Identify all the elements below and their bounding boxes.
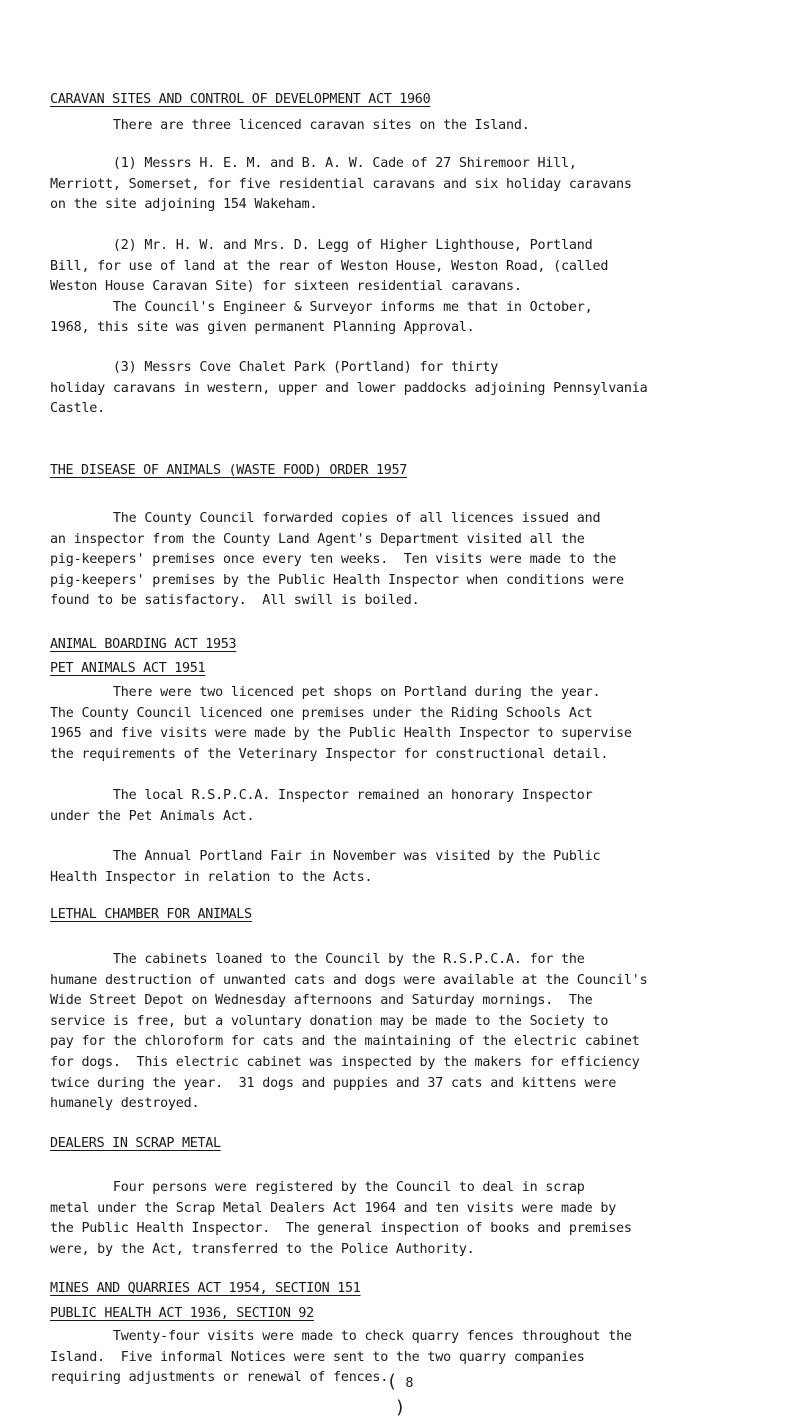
scrap-metal-paragraph: Four persons were registered by the Council to deal in scrap metal under the Scrap Metal Dealers Act 1964 and ten visits were made by the Public Health Inspector. The general inspection of books and premises were, by the Act, transferred to the Police Authority. [50, 1180, 632, 1257]
disease-paragraph: The County Council forwarded copies of all licences issued and an inspector from the County Land Agent's Department visited all the pig-keepers' premises once every ten weeks. Ten visits were made to the pig-keepers' premises by the Public Health Inspector when conditions were found to be satisfactory. All swill is boiled. [50, 511, 624, 609]
caravan-site-2: (2) Mr. H. W. and Mrs. D. Legg of Higher Lighthouse, Portland Bill, for use of land at the rear of Weston House, Weston Road, (called Weston House Caravan Site) for sixteen residential caravans. The Council's Engineer & Surveyor informs me that in October, 1968, this site was given permanent Planning Approval. [50, 238, 609, 336]
heading-scrap-metal: DEALERS IN SCRAP METAL [50, 1136, 221, 1151]
caravan-site-3: (3) Messrs Cove Chalet Park (Portland) for thirty holiday caravans in western, upper and lower paddocks adjoining Pennsylvania Castle. [50, 360, 648, 417]
quarry-fences-paragraph: Twenty-four visits were made to check quarry fences throughout the Island. Five informal Notices were sent to the two quarry companies requiring adjustments or renewal of fences. [50, 1329, 632, 1386]
rspca-paragraph: The local R.S.P.C.A. Inspector remained an honorary Inspector under the Pet Animals Act. [50, 788, 593, 824]
heading-lethal-chamber: LETHAL CHAMBER FOR ANIMALS [50, 907, 252, 922]
pet-shops-paragraph: There were two licenced pet shops on Portland during the year. The County Council licenced one premises under the Riding Schools Act 1965 and five visits were made by the Public Health Inspector to supervise the requirements of the Veterinary Inspector for constructional detail. [50, 685, 632, 762]
page-number-open: ( [386, 1371, 398, 1392]
heading-caravan-sites: CARAVAN SITES AND CONTROL OF DEVELOPMENT ACT 1960 [50, 92, 431, 107]
caravan-site-1: (1) Messrs H. E. M. and B. A. W. Cade of 27 Shiremoor Hill, Merriott, Somerset, for five residential caravans and six holiday caravans on the site adjoining 154 Wakeham. [50, 156, 632, 213]
heading-mines-quarries-act: MINES AND QUARRIES ACT 1954, SECTION 151 [50, 1281, 361, 1296]
heading-disease-of-animals: THE DISEASE OF ANIMALS (WASTE FOOD) ORDER 1957 [50, 463, 408, 478]
portland-fair-paragraph: The Annual Portland Fair in November was visited by the Public Health Inspector in relation to the Acts. [50, 849, 601, 885]
page-number [385, 1370, 415, 1418]
heading-animal-boarding-act: ANIMAL BOARDING ACT 1953 [50, 637, 237, 652]
heading-pet-animals-act: PET ANIMALS ACT 1951 [50, 661, 206, 676]
page-number-close: ) [394, 1397, 406, 1418]
caravan-intro: There are three licenced caravan sites on the Island. [50, 118, 530, 133]
lethal-chamber-paragraph: The cabinets loaned to the Council by the R.S.P.C.A. for the humane destruction of unwanted cats and dogs were available at the Council's Wide Street Depot on Wednesday afternoons and Saturday mornings. The service is free, but a voluntary donation may be made to the Society to pay for the chloroform for cats and the maintaining of the electric cabinet for dogs. This electric cabinet was inspected by the makers for efficiency twice during the year. 31 dogs and puppies and 37 cats and kittens were humanely destroyed. [50, 952, 648, 1112]
page-number-value: 8 [405, 1376, 414, 1391]
heading-public-health-act: PUBLIC HEALTH ACT 1936, SECTION 92 [50, 1306, 314, 1321]
